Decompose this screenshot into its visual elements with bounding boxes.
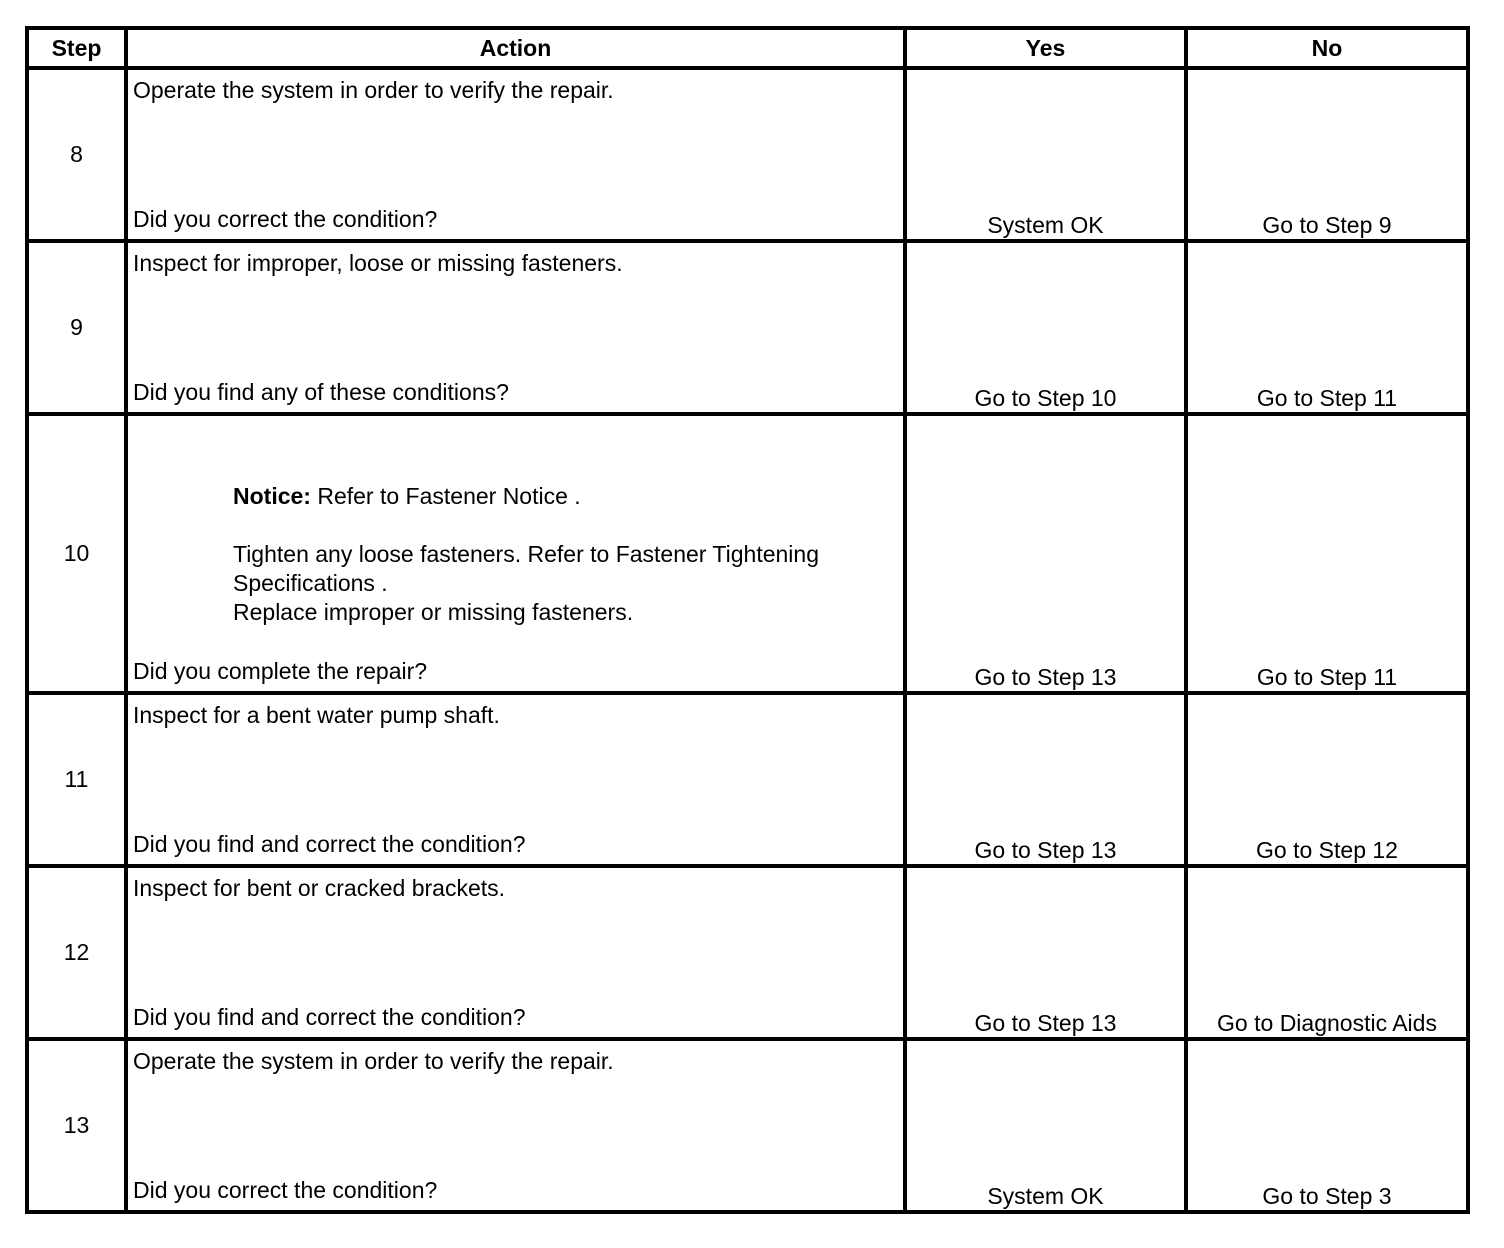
table-row [27, 693, 1468, 866]
action-cell [126, 414, 905, 693]
action-cell [126, 241, 905, 414]
header-no: No [1186, 28, 1468, 68]
action-question: Did you find any of these conditions? [133, 379, 509, 405]
no-result: Go to Step 9 [1186, 68, 1468, 241]
action-question: Did you correct the condition? [133, 1177, 438, 1203]
yes-result: Go to Step 13 [905, 414, 1186, 693]
yes-result: System OK [905, 1039, 1186, 1212]
yes-result: Go to Step 13 [905, 693, 1186, 866]
no-result: Go to Step 12 [1186, 693, 1468, 866]
diagnostic-table [25, 26, 1470, 1214]
action-cell [126, 1039, 905, 1212]
notice-text: Refer to Fastener Notice . [310, 483, 581, 509]
action-cell [126, 693, 905, 866]
step-number: 12 [27, 866, 126, 1039]
action-question: Did you find and correct the condition? [133, 831, 526, 857]
instruction-item: Tighten any loose fasteners. Refer to Fastener Tightening Specifications . [233, 541, 819, 596]
no-result: Go to Step 3 [1186, 1039, 1468, 1212]
yes-result: System OK [905, 68, 1186, 241]
header-row [27, 28, 1468, 68]
no-result: Go to Step 11 [1186, 241, 1468, 414]
table-row [27, 414, 1468, 693]
table-row [27, 866, 1468, 1039]
notice-block [233, 482, 893, 627]
action-cell [126, 68, 905, 241]
notice-label: Notice: [233, 483, 311, 509]
action-text: Inspect for a bent water pump shaft. [133, 702, 500, 728]
instruction-item: Replace improper or missing fasteners. [233, 599, 634, 625]
action-text: Operate the system in order to verify the repair. [133, 77, 614, 103]
table-row [27, 1039, 1468, 1212]
action-cell [126, 866, 905, 1039]
table-row [27, 241, 1468, 414]
action-question: Did you find and correct the condition? [133, 1004, 526, 1030]
action-question: Did you complete the repair? [133, 658, 428, 684]
step-number: 10 [27, 414, 126, 693]
header-action: Action [126, 28, 905, 68]
table-row [27, 68, 1468, 241]
yes-result: Go to Step 13 [905, 866, 1186, 1039]
step-number: 13 [27, 1039, 126, 1212]
step-number: 8 [27, 68, 126, 241]
yes-result: Go to Step 10 [905, 241, 1186, 414]
action-question: Did you correct the condition? [133, 206, 438, 232]
action-text: Inspect for improper, loose or missing fasteners. [133, 250, 623, 276]
notice [233, 482, 893, 511]
action-text: Inspect for bent or cracked brackets. [133, 875, 506, 901]
no-result: Go to Step 11 [1186, 414, 1468, 693]
header-step: Step [27, 28, 126, 68]
step-number: 11 [27, 693, 126, 866]
step-number: 9 [27, 241, 126, 414]
header-yes: Yes [905, 28, 1186, 68]
no-result: Go to Diagnostic Aids [1186, 866, 1468, 1039]
action-text: Operate the system in order to verify the repair. [133, 1048, 614, 1074]
